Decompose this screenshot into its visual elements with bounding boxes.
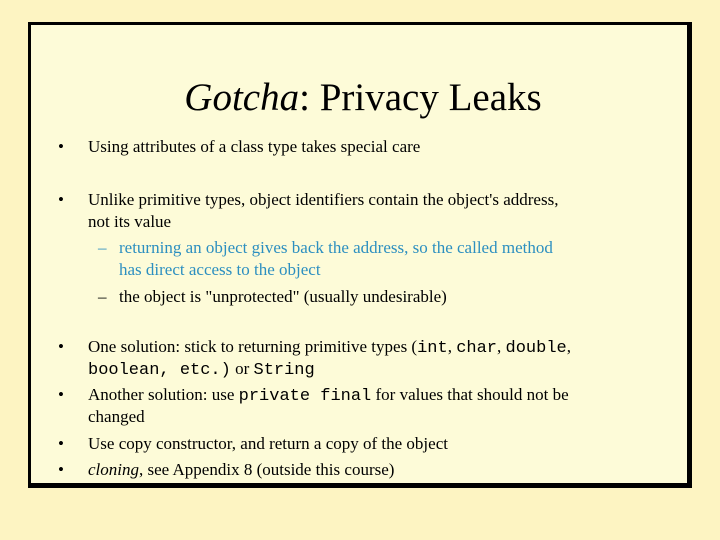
sub-bullet-2-text: the object is "unprotected" (usually undesirable) [119, 287, 447, 306]
bullet-6-rest: , see Appendix 8 (outside this course) [139, 460, 395, 479]
bullet-3-sep-3: , [566, 337, 571, 356]
bullet-3-line-1 [88, 336, 571, 360]
bullet-3-sep-1: , [447, 337, 457, 356]
code-boolean-etc: boolean, etc.) [88, 361, 231, 380]
bullet-6-text [88, 459, 394, 481]
bullet-4-line-2: changed [88, 407, 145, 426]
bullet-3-pre: One solution: stick to returning primitive types ( [88, 337, 418, 356]
sub-bullet-1-marker: – [98, 238, 107, 257]
slide-title [31, 75, 695, 121]
bullet-4-marker: • [58, 385, 64, 404]
code-string: String [253, 361, 315, 380]
bullet-5-marker: • [58, 434, 64, 453]
bullet-3-sep-2: , [497, 337, 506, 356]
title-italic: Gotcha [184, 76, 300, 119]
bullet-4-post: for values that should not be [371, 385, 569, 404]
sub-bullet-1-line-1: returning an object gives back the address, so the called method [119, 238, 553, 257]
bullet-2-line-2: not its value [88, 212, 172, 231]
code-double: double [505, 339, 567, 358]
bullet-2-line-1: Unlike primitive types, object identifiers contain the object's address, [88, 190, 559, 209]
bullet-2-marker: • [58, 190, 64, 209]
code-int: int [417, 339, 448, 358]
code-private-final: private final [238, 387, 372, 406]
title-rest: : Privacy Leaks [299, 76, 542, 119]
bullet-1-marker: • [58, 137, 64, 156]
bullet-4-line-1 [88, 384, 569, 408]
sub-bullet-1-line-2: has direct access to the object [119, 260, 321, 279]
bullet-3-or: or [230, 359, 254, 378]
sub-bullet-2-marker: – [98, 287, 107, 306]
code-char: char [456, 339, 498, 358]
bullet-4-pre: Another solution: use [88, 385, 239, 404]
bullet-5-text: Use copy constructor, and return a copy of the object [88, 434, 448, 453]
bullet-1-text: Using attributes of a class type takes special care [88, 137, 421, 156]
bullet-3-marker: • [58, 337, 64, 356]
bullet-6-marker: • [58, 460, 64, 479]
bullet-6-italic: cloning [88, 460, 139, 479]
bullet-3-line-2 [88, 358, 315, 382]
